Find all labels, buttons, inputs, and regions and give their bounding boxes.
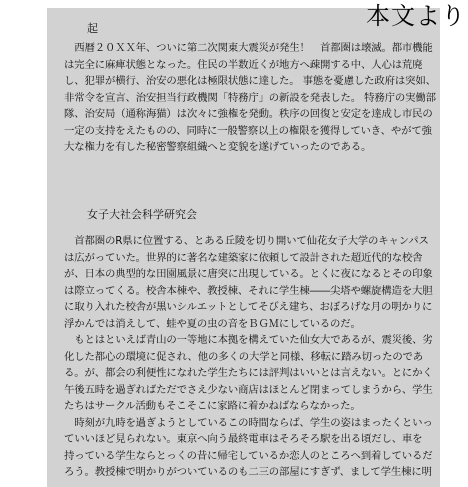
text-line: 大な権力を有した秘密警察組織へと変貌を遂げていったのである。 <box>64 141 372 153</box>
text-line: 一定の支持をえたものの、同時に一般警察以上の権限を獲得していき、やがて強 <box>64 124 432 137</box>
text-line: 西暦２０ＸＸ年、ついに第二次関東大震災が発生！ 首都圏は壊滅。都市機能 <box>64 42 433 54</box>
text-line: 持っている学生ならとっくの昔に帰宅しているか恋人のところへ到着しているだ <box>64 449 433 462</box>
text-line: は完全に麻痺状態となった。住民の半数近くが地方へ疎開する中、人心は荒廃 <box>64 58 423 71</box>
text-line: ていいほど見られない。東京へ向う最終電車はそろそろ駅を出る頃だし、車を <box>64 433 423 445</box>
text-line: たちはサークル活動もそこそこに家路に着かねばならなかった。 <box>64 400 361 412</box>
text-line: 午後五時を過ぎればただでさえ少ない商店はほとんど閉まってしまうから、学生 <box>64 383 433 396</box>
intro-paragraph <box>64 40 436 156</box>
text-line: もとはといえば青山の一等地に本拠を構えていた仙女大であるが、震災後、劣 <box>64 334 433 346</box>
text-line: に取り入れた校舎が黒いシルエットとしてそびえ建ち、おぼろげな月の明かりに <box>64 301 433 313</box>
text-line: が、日本の典型的な田園風景に唐突に出現している。とくに夜になるとその印象 <box>64 268 433 280</box>
text-line: 時刻が九時を過ぎようとしているこの時間ならば、学生の姿はまったくといっ <box>64 416 433 429</box>
body-paragraph <box>64 233 436 481</box>
text-line: ろう。教授棟で明かりがついているのも二三の部屋にすぎず、まして学生棟に明 <box>64 466 432 478</box>
text-line: 隊、治安局（通称海猫）は次々に強権を発動。秩序の回復と安定を達成し市民の <box>64 108 433 120</box>
text-line: は広がっていた。世界的に著名な建築家に依頼して設計された超近代的な校舎 <box>64 251 423 264</box>
text-line: 首都圏のR県に位置する、とある丘陵を切り開いて仙花女子大学のキャンパス <box>64 235 429 247</box>
text-line: は際立ってくる。校舎本棟や、教授棟、それに学生棟――尖塔や螺旋構造を大胆 <box>64 284 433 297</box>
excerpt-label: 本文より <box>366 2 466 30</box>
text-line: 化した都心の環境に促され、他の多くの大学と同様、移転に踏み切ったのであ <box>64 350 424 363</box>
text-line: 浮かんでは消えして、蛙や夏の虫の音をＢＧＭにしているのだ。 <box>64 317 361 330</box>
section-heading-research-club: 女子大社会科学研究会 <box>87 208 197 221</box>
text-line: 非常令を宣言、治安担当行政機関「特務庁」の新設を発表した。 特務庁の実働部 <box>64 91 436 104</box>
document-page <box>47 8 440 487</box>
section-heading-ki: 起 <box>87 22 98 35</box>
text-line: る。が、都会の利便性になれた学生たちには評判はいいとは言えない。とにかく <box>64 367 433 379</box>
text-line: し、犯罪が横行、治安の悪化は極限状態に達した。 事態を憂慮した政府は突如、 <box>64 75 436 87</box>
